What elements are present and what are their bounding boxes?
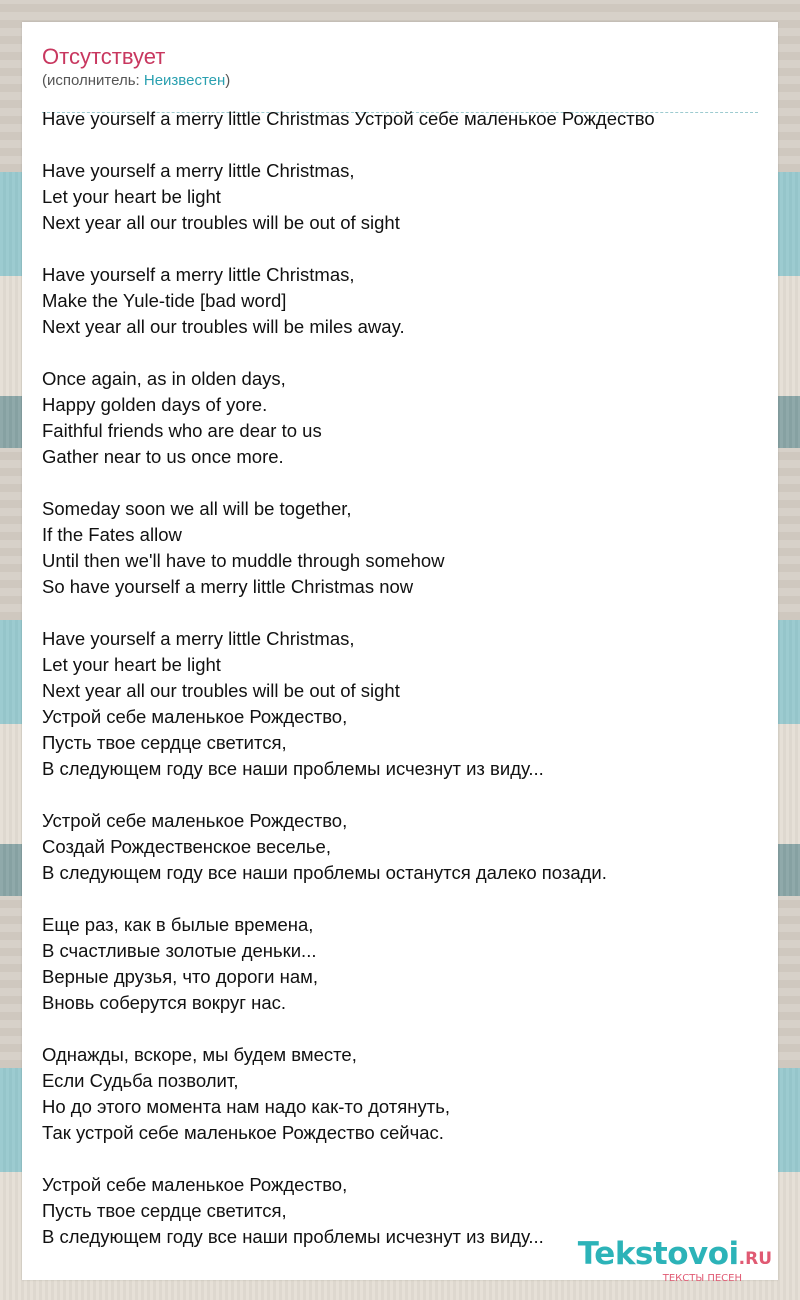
song-header — [42, 40, 758, 113]
lyric-line: Однажды, вскоре, мы будем вместе, — [42, 1044, 357, 1065]
lyric-line: Have yourself a merry little Christmas, — [42, 264, 355, 285]
stanza-gap — [42, 236, 758, 262]
stanza-gap — [42, 1016, 758, 1042]
lyric-line: Создай Рождественское веселье, — [42, 836, 331, 857]
lyric-line: Еще раз, как в былые времена, — [42, 914, 314, 935]
logo-tagline: ТЕКСТЫ ПЕСЕН — [662, 1273, 742, 1284]
lyric-line: Пусть твое сердце светится, — [42, 732, 287, 753]
lyric-line: Next year all our troubles will be out of sight — [42, 212, 400, 233]
lyrics-card — [22, 22, 778, 1280]
lyric-line: Пусть твое сердце светится, — [42, 1200, 287, 1221]
artist-prefix: (исполнитель: — [42, 72, 144, 89]
lyric-line: Let your heart be light — [42, 654, 221, 675]
stanza-gap — [42, 600, 758, 626]
lyric-line: Have yourself a merry little Christmas Устрой себе маленькое Рождество — [42, 108, 655, 129]
lyric-line: If the Fates allow — [42, 524, 182, 545]
lyric-line: Вновь соберутся вокруг нас. — [42, 992, 286, 1013]
lyric-line: В счастливые золотые деньки... — [42, 940, 317, 961]
lyric-line: Устрой себе маленькое Рождество, — [42, 810, 348, 831]
lyric-line: Make the Yule-tide [bad word] — [42, 290, 287, 311]
song-title: Отсутствует — [42, 44, 166, 69]
stanza-gap — [42, 1146, 758, 1172]
lyric-line: Let your heart be light — [42, 186, 221, 207]
stanza-gap — [42, 340, 758, 366]
lyric-line: Have yourself a merry little Christmas, — [42, 628, 355, 649]
artist-line — [42, 72, 230, 90]
lyric-line: Someday soon we all will be together, — [42, 498, 352, 519]
lyrics-body — [42, 106, 758, 1250]
lyric-line: Так устрой себе маленькое Рождество сейчас. — [42, 1122, 444, 1143]
lyric-line: Happy golden days of yore. — [42, 394, 268, 415]
lyric-line: Once again, as in olden days, — [42, 368, 286, 389]
lyric-line: В следующем году все наши проблемы исчезнут из виду... — [42, 758, 544, 779]
lyric-line: Until then we'll have to muddle through somehow — [42, 550, 445, 571]
lyric-line: Устрой себе маленькое Рождество, — [42, 706, 348, 727]
lyric-line: Но до этого момента нам надо как-то дотянуть, — [42, 1096, 451, 1117]
artist-suffix: ) — [225, 72, 231, 89]
artist-link[interactable]: Неизвестен — [143, 72, 226, 89]
stanza-gap — [42, 782, 758, 808]
lyric-line: В следующем году все наши проблемы останутся далеко позади. — [42, 862, 607, 883]
stanza-gap — [42, 886, 758, 912]
lyric-line: В следующем году все наши проблемы исчезнут из виду... — [42, 1226, 544, 1247]
lyric-line: Gather near to us once more. — [42, 446, 284, 467]
lyric-line: Если Судьба позволит, — [42, 1070, 239, 1091]
stanza-gap — [42, 132, 758, 158]
lyric-line: Next year all our troubles will be miles away. — [42, 316, 405, 337]
stanza-gap — [42, 470, 758, 496]
lyric-line: Устрой себе маленькое Рождество, — [42, 1174, 348, 1195]
logo-domain: .RU — [738, 1249, 772, 1269]
logo-wordmark — [578, 1238, 772, 1275]
site-logo[interactable] — [578, 1238, 772, 1285]
lyric-line: Have yourself a merry little Christmas, — [42, 160, 355, 181]
logo-main-text: Tekstovoi — [577, 1236, 739, 1272]
lyric-line: Верные друзья, что дороги нам, — [42, 966, 318, 987]
lyric-line: Next year all our troubles will be out of sight — [42, 680, 400, 701]
lyric-line: So have yourself a merry little Christmas now — [42, 576, 414, 597]
lyric-line: Faithful friends who are dear to us — [42, 420, 322, 441]
